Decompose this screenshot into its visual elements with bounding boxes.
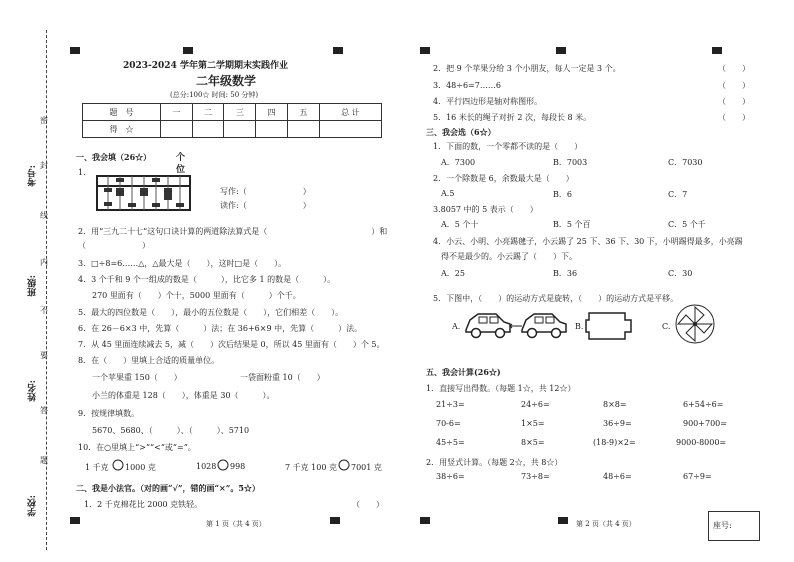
question-2: 2．用“三九二十七”这句口诀计算的两道除法算式是（ ）和: [78, 227, 388, 236]
judge-2: 2．把 9 个苹果分给 3 个小朋友，每人一定是 3 个。: [433, 64, 621, 73]
calc-item: (18-9)×2=: [593, 438, 636, 447]
score-header: 一: [160, 104, 192, 121]
year-title: 2023-2024 学年第二学期期末实践作业: [123, 61, 288, 71]
score-table: [82, 103, 382, 138]
binding-label-examno: 考号:: [28, 165, 38, 187]
seat-number-label: 座号:: [713, 521, 732, 530]
binding-label-school: 学校:: [28, 495, 38, 517]
registration-mark: [420, 517, 430, 524]
judge-5: 5．16 米长的绳子对折 2 次，每段长 8 米。: [433, 113, 592, 122]
registration-mark: [558, 517, 568, 524]
judge-3: 3．48÷6=7……6: [433, 81, 501, 90]
calc-item: 8×8=: [603, 400, 627, 409]
subject-title: 二年级数学: [196, 74, 257, 88]
choice-4: 4．小云、小明、小亮踢毽子，小云踢了 25 下、36 下、30 下，小明踢得最多，小亮踢: [433, 237, 743, 246]
compare-a-left: 1 千克: [85, 463, 109, 472]
registration-mark: [420, 47, 430, 54]
choice-3-b[interactable]: B．5 个百: [553, 220, 591, 229]
choice-1-c[interactable]: C．7030: [668, 158, 703, 167]
registration-mark: [70, 47, 80, 54]
judge-4-paren[interactable]: （ ）: [718, 97, 750, 106]
abacus-label-top: 个: [176, 153, 186, 163]
compare-c-right: 7001 克: [351, 463, 382, 472]
registration-mark: [712, 47, 722, 54]
judge-1: 1．2 千克棉花比 2000 克铁轻。: [84, 500, 203, 509]
binding-word: 密: [40, 116, 48, 125]
binding-word: 答: [40, 406, 48, 415]
question-2-blank[interactable]: （ ）: [78, 241, 150, 250]
vertical-calc: 48÷6=: [603, 472, 632, 481]
score-header: 五: [287, 104, 319, 121]
binding-line: [46, 30, 47, 550]
choice-2: 2．一个除数是 6，余数最大是（ ）: [433, 174, 574, 183]
registration-mark: [556, 47, 566, 54]
vertical-calc: 38÷6=: [436, 472, 465, 481]
judge-2-paren[interactable]: （ ）: [718, 64, 750, 73]
score-cell[interactable]: [160, 121, 192, 138]
choice-5: 5．下图中，（ ）的运动方式是旋转，（ ）的运动方式是平移。: [433, 294, 679, 303]
question-8b: 一袋面粉重 10（ ）: [240, 373, 325, 382]
q1-write-blank[interactable]: 写作:（ ）: [220, 187, 311, 196]
question-4b: 270 里面有（ ）个十，5000 里面有（ ）个千。: [92, 291, 301, 300]
abacus-image: [96, 175, 191, 211]
judge-5-paren[interactable]: （ ）: [718, 113, 750, 122]
binding-word: 线: [40, 211, 48, 220]
choice-3-a[interactable]: A．5 个十: [441, 220, 479, 229]
choice-4-c[interactable]: C．30: [668, 269, 693, 278]
compare-a-right: 1000 克: [125, 463, 156, 472]
choice-1-a[interactable]: A．7300: [441, 158, 476, 167]
question-4: 4．3 个千和 9 个一组成的数是（ ），比它多 1 的数是（ ）。: [78, 275, 336, 284]
score-header: 题 号: [83, 104, 161, 121]
question-8: 8．在（ ）里填上合适的质量单位。: [78, 356, 220, 365]
compare-circle[interactable]: [217, 459, 229, 471]
vertical-calc: 73÷8=: [521, 472, 550, 481]
registration-mark: [333, 47, 343, 54]
score-header: 二: [192, 104, 224, 121]
binding-word: 不: [40, 306, 48, 315]
binding-label-name: 姓名:: [28, 380, 38, 402]
binding-word: 封: [40, 161, 48, 170]
calc-item: 900+700=: [683, 419, 727, 428]
abacus-label-bottom: 位: [176, 165, 186, 175]
score-cell[interactable]: [192, 121, 224, 138]
page-footer-2: 第 2 页（共 4 页）: [576, 520, 636, 528]
calc-item: 21÷3=: [436, 400, 465, 409]
binding-word: 要: [40, 351, 48, 360]
calc-item: 9000-8000=: [676, 438, 727, 447]
compare-b-right: 998: [230, 462, 246, 471]
binding-word: 内: [40, 258, 48, 267]
calc-item: 8×5=: [521, 438, 545, 447]
score-cell[interactable]: [319, 121, 381, 138]
choice-5-c[interactable]: C.: [662, 322, 671, 331]
choice-1: 1．下面的数，一个零都不读的是（ ）: [433, 142, 583, 151]
choice-3-c[interactable]: C．5 个千: [668, 220, 706, 229]
choice-4-a[interactable]: A．25: [441, 269, 465, 278]
compare-b-left: 1028: [196, 462, 217, 471]
choice-5-b[interactable]: B.: [575, 322, 584, 331]
score-cell[interactable]: [256, 121, 288, 138]
section2-title: 二、我是小法官。（对的画“√”，错的画“×”。5☆）: [76, 483, 260, 493]
question-6: 6．在 26－6×3 中，先算（ ）法；在 36+6×9 中，先算（ ）法。: [78, 324, 363, 333]
section1-title: 一、我会填（26☆）: [76, 152, 152, 162]
question-3: 3．□÷8=6……△，△最大是（ ），这时□是（ ）。: [78, 259, 287, 268]
registration-mark: [70, 517, 80, 524]
choice-4-cont: 得不是最少的。小云踢了（ ）下。: [441, 252, 577, 261]
vertical-calc: 67÷9=: [683, 472, 712, 481]
q1-read-blank[interactable]: 读作:（ ）: [220, 201, 311, 210]
choice-3: 3.8057 中的 5 表示（ ）: [433, 205, 538, 214]
calc-item: 36÷9=: [603, 419, 632, 428]
question-9: 9．按规律填数。: [78, 409, 140, 418]
question-1: 1.: [78, 168, 86, 177]
choice-5-a[interactable]: A.: [452, 322, 461, 331]
question-5: 5．最大的四位数是（ ），最小的五位数是（ ），它们相差（ ）。: [78, 308, 344, 317]
choice-1-b[interactable]: B．7003: [553, 158, 588, 167]
calc-item: 24÷6=: [521, 400, 550, 409]
score-label: 得 ☆: [83, 121, 161, 138]
choice-2-b[interactable]: B．6: [553, 190, 572, 199]
score-header: 三: [224, 104, 256, 121]
calc-item: 6+54÷6=: [683, 400, 724, 409]
question-8a: 一个苹果重 150（ ）: [92, 373, 182, 382]
choice-2-c[interactable]: C．7: [668, 190, 688, 199]
pinwheel-image: [674, 303, 716, 345]
binding-word: 题: [40, 456, 48, 465]
score-cell[interactable]: [287, 121, 319, 138]
calc-part-2: 2．用竖式计算。（每题 2☆，共 8☆）: [426, 458, 563, 467]
score-header: 总 计: [319, 104, 381, 121]
choice-2-a[interactable]: A.5: [441, 189, 455, 198]
exam-info: (总分:100☆ 时间: 50 分钟): [170, 91, 259, 99]
compare-circle[interactable]: [338, 459, 350, 471]
registration-mark: [183, 47, 193, 54]
judge-1-paren[interactable]: （ ）: [352, 500, 384, 509]
seat-number-box[interactable]: [708, 511, 760, 541]
question-9a: 5670、5680、（ ）、（ ）、5710: [92, 426, 250, 435]
question-7: 7．从 45 里面连续减去 5，减（ ）次后结果是 0，所以 45 里面有（ ）个 5。: [78, 340, 385, 349]
gear-shape-image: [585, 310, 635, 342]
score-header: 四: [256, 104, 288, 121]
car-translation-image: [462, 308, 570, 342]
registration-mark: [330, 517, 340, 524]
score-cell[interactable]: [224, 121, 256, 138]
section5-title: 五、我会计算(26☆): [426, 367, 501, 377]
calc-item: 1×5=: [521, 419, 545, 428]
calc-item: 70-6=: [436, 419, 461, 428]
binding-label-class: 班级:: [28, 275, 38, 297]
calc-item: 45÷5=: [436, 438, 465, 447]
calc-part-1: 1．直接写出得数。（每题 1☆，共 12☆）: [426, 384, 576, 393]
question-10: 10．在○里填上“>”“<”或“=”。: [78, 443, 196, 452]
choice-4-b[interactable]: B．36: [553, 269, 578, 278]
compare-circle[interactable]: [112, 459, 124, 471]
judge-4: 4．平行四边形是轴对称图形。: [433, 97, 543, 106]
question-8c: 小兰的体重是 128（ ），体重是 30（ ）。: [92, 391, 275, 400]
compare-c-left: 7 千克 100 克: [285, 463, 337, 472]
section3-title: 三、我会选（6☆）: [426, 127, 496, 137]
page-footer-1: 第 1 页（共 4 页）: [206, 520, 266, 528]
judge-3-paren[interactable]: （ ）: [718, 81, 750, 90]
